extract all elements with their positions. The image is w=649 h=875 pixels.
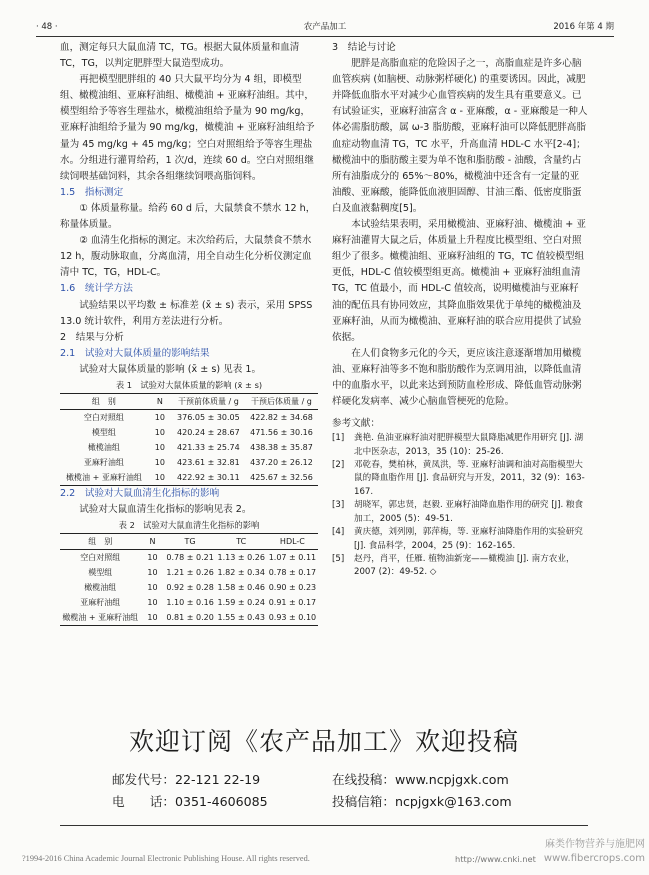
reference-text: 邓乾春，樊柏林，黄凤洪，等. 亚麻籽油调和油对高脂模型大鼠的降血脂作用 [J]. 食品研究与开发，2011，32 (9)：163-167. bbox=[354, 460, 585, 497]
email-label: 投稿信箱： bbox=[332, 794, 395, 809]
table-cell: 1.13 ± 0.26 bbox=[217, 553, 265, 563]
site-watermark bbox=[520, 838, 645, 866]
table-cell: 0.90 ± 0.23 bbox=[268, 583, 317, 593]
copyright-notice: ?1994-2016 China Academic Journal Electronic Publishing House. All rights reserved. bbox=[22, 854, 310, 863]
watermark-url: www.fibercrops.com bbox=[543, 853, 645, 864]
table-2-caption: 表 2 试验对大鼠血清生化指标的影响 bbox=[118, 520, 260, 531]
subscription-banner bbox=[60, 725, 588, 830]
table-row bbox=[60, 440, 318, 455]
reference-number: [5] bbox=[332, 553, 345, 564]
section-heading: 3 结论与讨论 bbox=[332, 42, 396, 53]
table-row bbox=[60, 565, 318, 580]
table-cell: 376.05 ± 30.05 bbox=[177, 412, 240, 422]
cnki-link[interactable]: http://www.cnki.net bbox=[455, 854, 536, 864]
table-header: TG bbox=[165, 534, 216, 550]
table-cell: 1.55 ± 0.43 bbox=[216, 610, 267, 626]
table-cell: 模型组 bbox=[91, 427, 116, 437]
table-cell: 亚麻籽油组 bbox=[83, 457, 124, 467]
paragraph: ② 血清生化指标的测定。末次给药后，大鼠禁食不禁水 12 h，腹动脉取血，分离血清，用全自动生化分析仪测定血清中 TC，TG，HDL-C。 bbox=[60, 235, 312, 279]
table-2 bbox=[60, 533, 318, 626]
table-cell: 10 bbox=[141, 610, 165, 626]
table-row bbox=[60, 580, 318, 595]
table-header: HDL-C bbox=[267, 534, 318, 550]
paragraph: ① 体质量称量。给药 60 d 后，大鼠禁食不禁水 12 h，称量体质量。 bbox=[60, 202, 316, 231]
table-header: 组 别 bbox=[60, 534, 141, 550]
header-rule bbox=[36, 36, 614, 37]
section-heading: 1.5 指标测定 bbox=[60, 186, 124, 198]
issue-label: 2016 年第 4 期 bbox=[553, 22, 614, 32]
table-cell: 438.38 ± 35.87 bbox=[250, 442, 313, 452]
table-cell: 10 bbox=[147, 583, 158, 593]
table-cell: 0.81 ± 0.20 bbox=[165, 610, 216, 626]
table-cell: 空白对照组 bbox=[83, 412, 124, 422]
table-cell: 420.24 ± 28.67 bbox=[177, 427, 240, 437]
email-value[interactable]: ncpjgxk@163.com bbox=[394, 794, 512, 809]
paragraph: 试验结果以平均数 ± 标准差 (x̄ ± s) 表示，采用 SPSS 13.0 统计软件，利用方差法进行分析。 bbox=[60, 299, 313, 327]
reference-item bbox=[332, 459, 588, 499]
reference-text: 龚艳. 鱼油亚麻籽油对肥胖模型大鼠降脂减肥作用研究 [J]. 湖北中医杂志，2013，35 (10)：25-26. bbox=[354, 433, 584, 457]
table-cell: 10 bbox=[148, 470, 172, 486]
paragraph: 肥胖是高脂血症的危险因子之一，高脂血症是许多心脑血管疾病 (如脑梗、动脉粥样硬化) 的重要诱因。因此，减肥并降低血脂水平对减少心血管疾病的发生具有重要意义。已有试验证实，亚麻籽油富含 α - 亚麻酸，α - 亚麻酸是一种人体必需脂肪酸，属 ω-3 脂肪酸，亚麻籽油可以降低肥胖高脂血症动物血清 TG，TC 水平，升高血清 HDL-C 水平[2-4]；橄榄油中的脂肪酸主要为单不饱和脂肪酸 - 油酸，含量约占所有油脂成分的 65%～80%，橄榄油中还含有一定量的亚油酸、亚麻酸，能降低血液胆固醇、甘油三酯、低密度脂蛋白及血液黏稠度[5]。 bbox=[332, 58, 588, 214]
reference-list bbox=[332, 432, 588, 579]
reference-number: [4] bbox=[332, 527, 345, 538]
table-cell: 10 bbox=[147, 568, 158, 578]
reference-item bbox=[332, 526, 588, 553]
table-cell: 1.59 ± 0.24 bbox=[217, 598, 265, 608]
table-row bbox=[60, 610, 318, 626]
table-cell: 1.82 ± 0.34 bbox=[217, 568, 265, 578]
phone bbox=[112, 793, 268, 811]
paragraph: 血，测定每只大鼠血清 TC，TG。根据大鼠体质量和血清 TC，TG，以判定肥胖型大鼠造型成功。 bbox=[60, 42, 300, 70]
references-heading: 参考文献： bbox=[332, 418, 380, 430]
table-row bbox=[60, 409, 318, 425]
table-cell: 471.56 ± 30.16 bbox=[250, 427, 313, 437]
table-cell: 0.92 ± 0.28 bbox=[166, 583, 214, 593]
table-cell: 425.67 ± 32.56 bbox=[245, 470, 318, 486]
table-cell: 423.61 ± 32.81 bbox=[177, 457, 240, 467]
table-cell: 437.20 ± 26.12 bbox=[250, 457, 313, 467]
table-row bbox=[60, 470, 318, 486]
table-cell: 10 bbox=[147, 598, 158, 608]
table-1 bbox=[60, 393, 318, 486]
postal-label: 邮发代号： bbox=[112, 772, 175, 787]
table-header: 干预后体质量 / g bbox=[245, 393, 318, 409]
table-cell: 亚麻籽油组 bbox=[80, 598, 121, 608]
table-header: 组 别 bbox=[60, 393, 148, 409]
table-row bbox=[60, 595, 318, 610]
postal-value: 22-121 22-19 bbox=[174, 772, 261, 787]
table-cell: 橄榄油组 bbox=[84, 583, 117, 593]
reference-number: [3] bbox=[332, 500, 345, 511]
section-heading: 2.1 试验对大鼠体质量的影响结果 bbox=[60, 347, 210, 359]
table-cell: 421.33 ± 25.74 bbox=[177, 442, 240, 452]
table-cell: 橄榄油 + 亚麻籽油组 bbox=[60, 470, 148, 486]
table-row bbox=[60, 425, 318, 440]
reference-text: 胡晓军，郭忠贤，赵毅. 亚麻籽油降血脂作用的研究 [J]. 粮食加工，2005 (5)：49-51. bbox=[354, 500, 584, 524]
table-cell: 10 bbox=[147, 553, 158, 563]
table-cell: 422.82 ± 34.68 bbox=[250, 412, 313, 422]
watermark-title: 麻类作物营养与施肥网 bbox=[545, 839, 645, 850]
page-number: · 48 · bbox=[36, 22, 58, 32]
paragraph: 试验对大鼠体质量的影响 (x̄ ± s) 见表 1。 bbox=[79, 363, 262, 375]
table-cell: 10 bbox=[154, 457, 165, 467]
journal-name: 农产品加工 bbox=[303, 22, 347, 32]
banner-rule bbox=[60, 825, 588, 826]
table-cell: 1.58 ± 0.46 bbox=[217, 583, 265, 593]
table-cell: 橄榄油组 bbox=[87, 442, 120, 452]
table-cell: 10 bbox=[154, 427, 165, 437]
table-1-caption: 表 1 试验对大鼠体质量的影响 (x̄ ± s) bbox=[115, 379, 263, 390]
reference-item bbox=[332, 553, 588, 580]
paragraph: 本试验结果表明，采用橄榄油、亚麻籽油、橄榄油 + 亚麻籽油灌胃大鼠之后，体质量上升程度比模型组、空白对照组少了很多。橄榄油组、亚麻籽油组的 TG，TC 值较模型组更低，HDL-C 值较模型组更高。橄榄油 + 亚麻籽油组血清 TG，TC 值最小，而 HDL-C 值较高，说明橄榄油与亚麻籽油的配伍具有协同效应，其降血脂效果优于单纯的橄榄油及亚麻籽油，从而为橄榄油、亚麻籽油的联合应用提供了试验依据。 bbox=[332, 219, 586, 343]
section-heading: 1.6 统计学方法 bbox=[60, 283, 133, 295]
table-cell: 0.78 ± 0.21 bbox=[166, 553, 214, 563]
online-url[interactable]: www.ncpjgxk.com bbox=[394, 772, 509, 787]
table-cell: 1.07 ± 0.11 bbox=[268, 553, 317, 563]
table-cell: 橄榄油 + 亚麻籽油组 bbox=[60, 610, 141, 626]
table-header: N bbox=[141, 534, 165, 550]
table-cell: 模型组 bbox=[88, 568, 113, 578]
table-cell: 1.10 ± 0.16 bbox=[166, 598, 214, 608]
table-cell: 空白对照组 bbox=[80, 553, 121, 563]
reference-item bbox=[332, 499, 588, 526]
reference-text: 赵丹，肖平，任雁. 植物油新宠——橄榄油 [J]. 南方农业，2007 (2)：49-52. ◇ bbox=[354, 553, 575, 578]
paragraph: 试验对大鼠血清生化指标的影响见表 2。 bbox=[79, 504, 252, 516]
reference-item bbox=[332, 432, 588, 459]
online-label: 在线投稿： bbox=[332, 772, 395, 787]
phone-label: 电 话： bbox=[112, 794, 175, 809]
table-cell: 0.78 ± 0.17 bbox=[268, 568, 317, 578]
table-cell: 10 bbox=[154, 412, 165, 422]
page-header bbox=[36, 20, 614, 34]
section-heading: 2.2 试验对大鼠血清生化指标的影响 bbox=[60, 487, 220, 499]
table-cell: 1.21 ± 0.26 bbox=[166, 568, 214, 578]
reference-number: [2] bbox=[332, 460, 345, 471]
right-column bbox=[332, 40, 588, 580]
postal-code bbox=[112, 771, 260, 789]
table-header: 干预前体质量 / g bbox=[172, 393, 245, 409]
table-cell: 0.91 ± 0.17 bbox=[268, 598, 317, 608]
section-heading: 2 结果与分析 bbox=[60, 331, 124, 343]
table-cell: 0.93 ± 0.10 bbox=[267, 610, 318, 626]
table-row bbox=[60, 550, 318, 566]
table-cell: 10 bbox=[154, 442, 165, 452]
reference-text: 黄庆德，刘列刚，郭萍梅，等. 亚麻籽油降脂作用的实验研究 [J]. 食品科学，2004，25 (9)：162-165. bbox=[354, 527, 583, 551]
table-cell: 422.92 ± 30.11 bbox=[172, 470, 245, 486]
banner-title: 欢迎订阅《农产品加工》欢迎投稿 bbox=[128, 727, 519, 756]
table-row bbox=[60, 455, 318, 470]
paragraph: 在人们食物多元化的今天，更应该注意逐渐增加用橄榄油、亚麻籽油等多不饱和脂肪酸作为烹调用油，以降低血清中的血脂水平，以此来达到预防血栓形成、降低血管动脉粥样硬化发病率、减少心脑血管梗死的危险。 bbox=[332, 347, 582, 408]
online-submission bbox=[332, 771, 509, 789]
reference-number: [1] bbox=[332, 433, 345, 444]
left-column bbox=[60, 40, 318, 626]
table-header: N bbox=[148, 393, 172, 409]
paragraph: 再把模型肥胖组的 40 只大鼠平均分为 4 组，即模型组、橄榄油组、亚麻籽油组、橄榄油 + 亚麻籽油组。其中，模型组给予等容生理盐水，橄榄油组给予量为 90 mg/kg，亚麻籽油组给予量为 90 mg/kg，橄榄油 + 亚麻籽油组给予量为 45 mg/kg + 45 mg/kg；空白对照组给予等容生理盐水。分组进行灌胃给药，1 次/d，连续 60 d。空白对照组继续饲喂基础饲料，其余各组继续饲喂高脂饲料。 bbox=[60, 74, 315, 182]
email-submission bbox=[332, 793, 512, 811]
phone-value: 0351-4606085 bbox=[174, 794, 268, 809]
table-header: TC bbox=[216, 534, 267, 550]
